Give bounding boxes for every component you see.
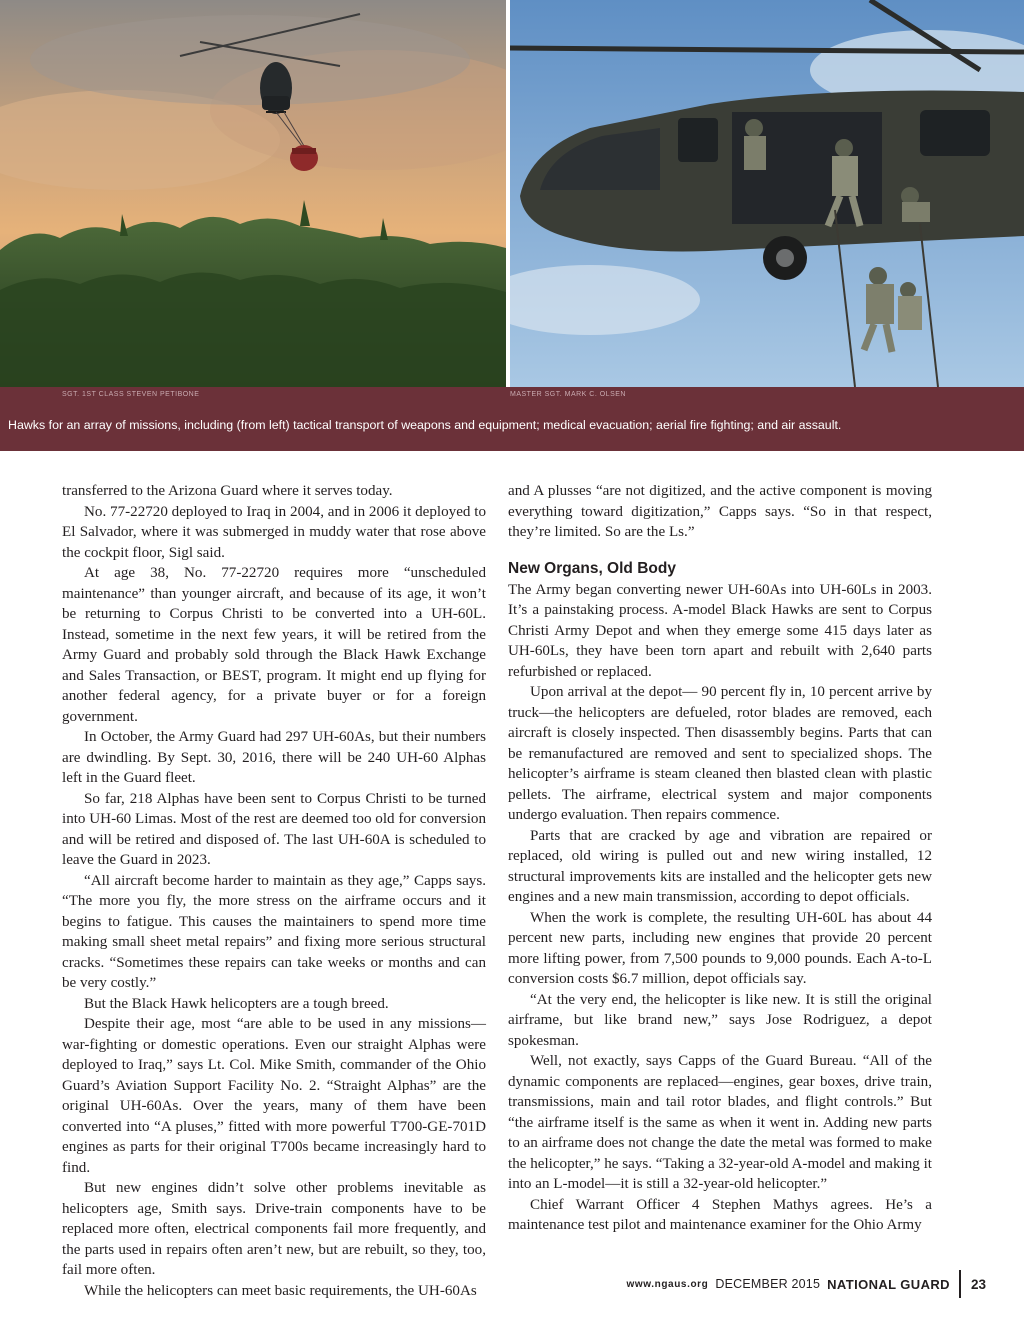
photo-caption: Hawks for an array of missions, including (from left) tactical transport of weapons and equipment; medical evacuation; aerial fire fighting; and air assault. bbox=[8, 418, 842, 432]
paragraph: Well, not exactly, says Capps of the Guard Bureau. “All of the dynamic components are replaced—engines, gear boxes, drive train, transmissions, main and tail rotor blades, and flight controls.” But “the airframe itself is the same as when it went in. Adding new parts to an airframe does not change the date the metal was formed to make the helicopter,” he says. “Taking a 32-year-old A-model and making it into an L-model—it is still a 32-year-old helicopter.” bbox=[508, 1053, 932, 1192]
page-number: 23 bbox=[970, 1276, 986, 1292]
photo-credit-right: MASTER SGT. MARK C. OLSEN bbox=[510, 391, 626, 398]
footer-date: DECEMBER 2015 bbox=[715, 1277, 821, 1291]
paragraph: No. 77-22720 deployed to Iraq in 2004, and in 2006 it deployed to El Salvador, where it was submerged in muddy water that rose above the cockpit floor, Sigl said. bbox=[62, 503, 486, 561]
footer-magazine-name: NATIONAL GUARD bbox=[827, 1276, 950, 1292]
paragraph: At age 38, No. 77-22720 requires more “unscheduled maintenance” than younger aircraft, and because of its age, it won’t be returning to Corpus Christi to be converted into a UH-60L. Instead, sometime in the next few years, it will be retired from the Army Guard and probably sold through the Black Hawk Exchange and Sales Transaction, or BEST, program. It might end up flying for another federal agency, for a private buyer or for a foreign government. bbox=[62, 565, 486, 725]
paragraph: But the Black Hawk helicopters are a tough breed. bbox=[84, 995, 389, 1012]
article-column-right bbox=[508, 481, 932, 1236]
paragraph: The Army began converting newer UH-60As into UH-60Ls in 2003. It’s a painstaking process. A-model Black Hawks are sent to Corpus Christi Army Depot and when they emerge some 415 days later as UH-60Ls, they have been torn apart and rebuilt with 2,640 parts refurbished or replaced. bbox=[508, 581, 932, 680]
paragraph: “At the very end, the helicopter is like new. It is still the original airframe, but like brand new,” says Jose Rodriguez, a depot spokesman. bbox=[508, 991, 932, 1049]
caption-band bbox=[0, 387, 1024, 451]
paragraph: transferred to the Arizona Guard where it serves today. bbox=[62, 483, 393, 499]
paragraph: Chief Warrant Officer 4 Stephen Mathys agrees. He’s a maintenance test pilot and maintenance examiner for the Ohio Army bbox=[508, 1196, 932, 1233]
paragraph: In October, the Army Guard had 297 UH-60As, but their numbers are dwindling. By Sept. 30, 2016, there will be 240 UH-60 Alphas left in the Guard fleet. bbox=[62, 729, 486, 786]
paragraph: Upon arrival at the depot— 90 percent fly in, 10 percent arrive by truck—the helicopters are defueled, rotor blades are removed, each aircraft is closely inspected. Then disassembly begins. Parts that can be remanufactured are removed and sent to specialized shops. The helicopter’s airframe is steam cleaned then blasted clean with plastic pellets. The airframe, electrical system and major components undergo evaluation. Then repairs commence. bbox=[508, 684, 932, 823]
section-heading: New Organs, Old Body bbox=[508, 559, 676, 577]
paragraph: But new engines didn’t solve other problems inevitable as helicopters age, Smith says. Drive-train components have to be replaced more often, electrical components fail more frequently, and the parts used in repairs often aren’t new, but are rebuilt, so they, too, fail more often. bbox=[62, 1180, 486, 1278]
paragraph: and A plusses “are not digitized, and the active component is moving everything toward digitization,” Capps says. “So in that respect, they’re limited. So are the Ls.” bbox=[508, 483, 932, 540]
paragraph: When the work is complete, the resulting UH-60L has about 44 percent new parts, including new engines that provide 20 percent more lifting power, from 7,500 pounds to 9,000 pounds. Each A-to-L conversion costs $6.7 million, depot officials say. bbox=[508, 909, 932, 987]
paragraph: Parts that are cracked by age and vibration are repaired or replaced, old wiring is pulled out and new wiring installed, 12 structural improvements kits are installed and the helicopter gets new engines and a new main transmission, according to depot officials. bbox=[508, 827, 932, 905]
article-column-left bbox=[62, 481, 486, 1301]
air-assault-helicopter-photo bbox=[510, 0, 1024, 387]
page-footer bbox=[627, 1268, 987, 1300]
photo-credit-left: SGT. 1ST CLASS STEVEN PETIBONE bbox=[62, 391, 200, 398]
photo-strip bbox=[0, 0, 1024, 387]
paragraph: While the helicopters can meet basic requirements, the UH-60As bbox=[84, 1282, 477, 1299]
paragraph: So far, 218 Alphas have been sent to Corpus Christi to be turned into UH-60 Limas. Most of the rest are deemed too old for conversion and will be retired and disposed of. The last UH-60A is scheduled to leave the Guard in 2023. bbox=[62, 790, 486, 868]
paragraph: “All aircraft become harder to maintain as they age,” Capps says. “The more you fly, the more stress on the airframe occurs and it begins to fatigue. This causes the maintainers to spend more time making small sheet metal repairs” and fixing more serious structural cracks. “Sometimes these repairs can take weeks or months and can be very costly.” bbox=[62, 872, 486, 991]
firefighting-helicopter-photo bbox=[0, 0, 506, 387]
paragraph: Despite their age, most “are able to be used in any missions—war-fighting or domestic operations. Even our straight Alphas were deployed to Iraq,” says Lt. Col. Mike Smith, commander of the Ohio Guard’s Aviation Support Facility No. 2. “Straight Alphas” are the original UH-60As. Over the years, many of them have been converted into “A pluses,” fitted with more powerful T700-GE-701D engines as parts for their original T700s became increasingly hard to find. bbox=[62, 1016, 486, 1176]
footer-url[interactable]: www.ngaus.org bbox=[626, 1278, 709, 1290]
footer-divider bbox=[959, 1270, 961, 1298]
